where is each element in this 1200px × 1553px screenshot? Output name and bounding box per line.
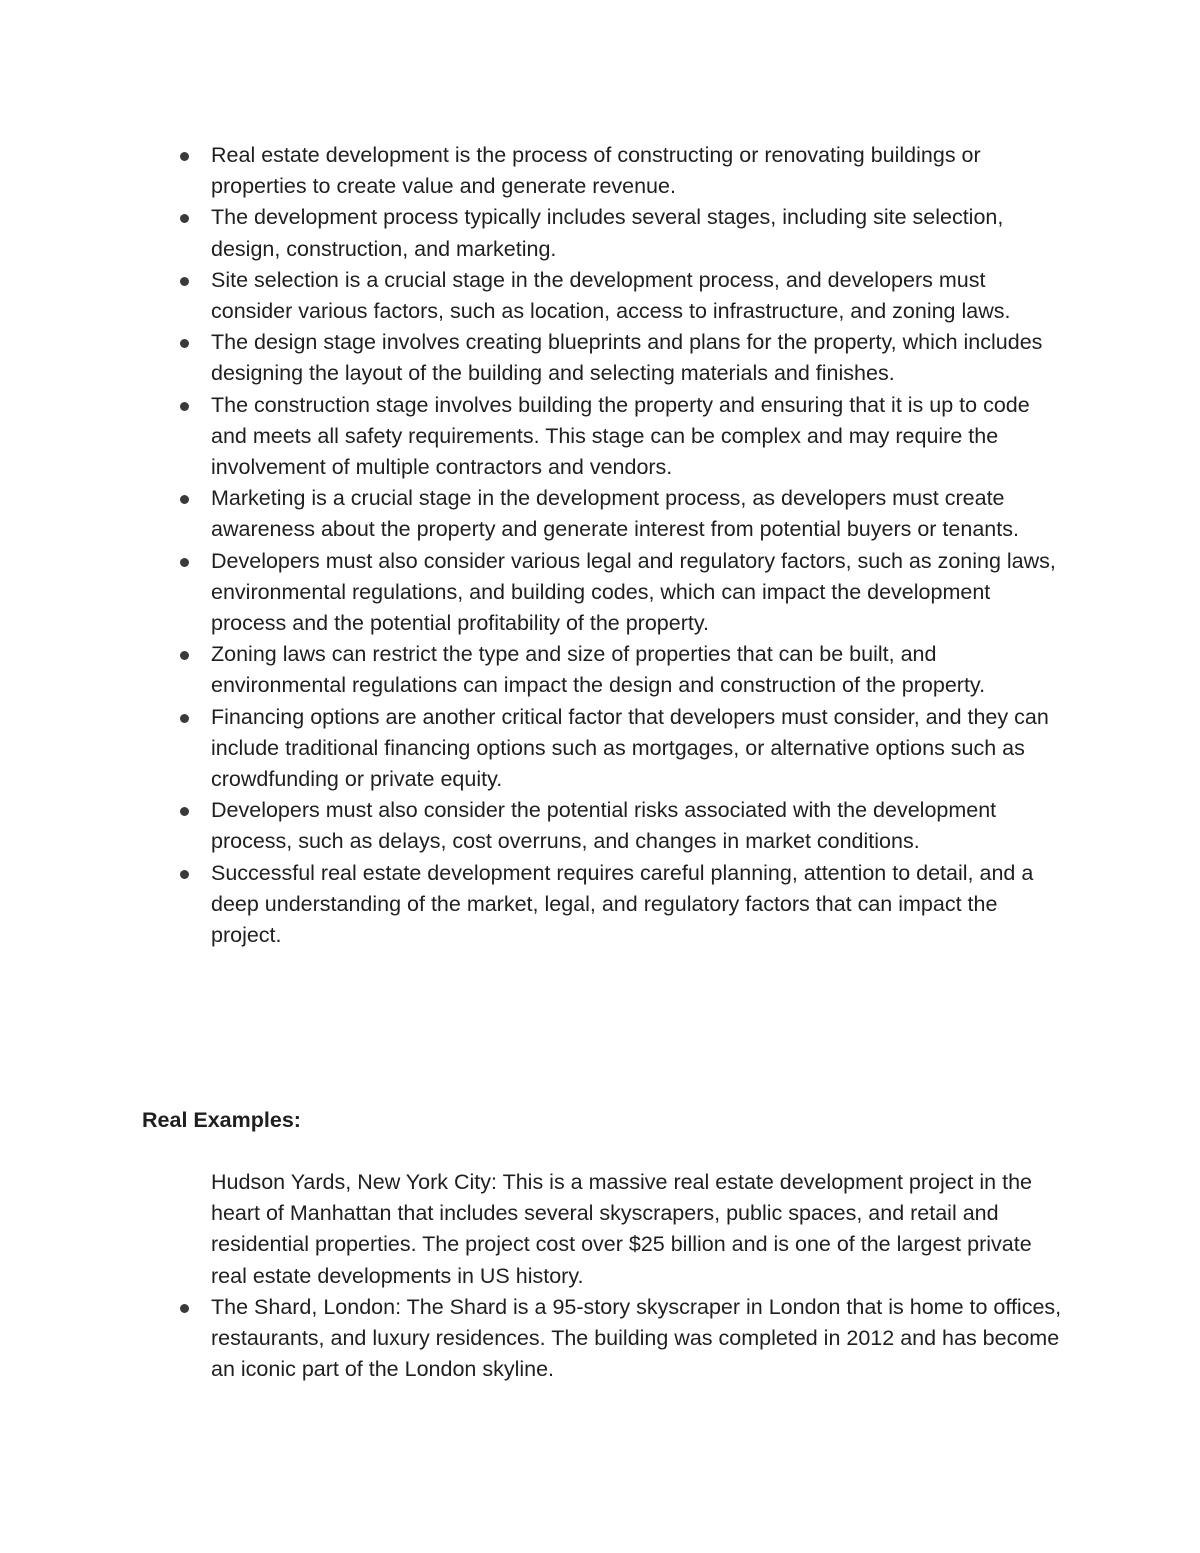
bullet-icon — [180, 807, 189, 816]
list-item — [211, 140, 1071, 202]
bullet-icon — [180, 214, 189, 223]
bullet-icon — [180, 402, 189, 411]
list-item — [211, 546, 1071, 640]
bullet-icon — [180, 651, 189, 660]
list-item-text: The construction stage involves building the property and ensuring that it is up to code and meets all safety requirements. This stage can be complex and may require the involvement of multiple contractors and vendors. — [211, 392, 1030, 480]
list-item — [211, 327, 1071, 389]
bullet-icon — [180, 1304, 189, 1313]
bullet-icon — [180, 495, 189, 504]
bullet-icon — [180, 339, 189, 348]
list-item — [211, 639, 1071, 701]
list-item-text: Site selection is a crucial stage in the development process, and developers must consider various factors, such as location, access to infrastructure, and zoning laws. — [211, 267, 1011, 324]
list-item — [211, 1167, 1071, 1292]
list-item-text: The development process typically includes several stages, including site selection, design, construction, and marketing. — [211, 205, 1004, 261]
list-item — [211, 483, 1071, 545]
list-item-text: The design stage involves creating blueprints and plans for the property, which includes designing the layout of the building and selecting materials and finishes. — [211, 330, 1043, 386]
bullet-icon — [180, 558, 189, 567]
list-item-text: Marketing is a crucial stage in the development process, as developers must create awareness about the property and generate interest from potential buyers or tenants. — [211, 486, 1019, 542]
list-item-text: Real estate development is the process of constructing or renovating buildings or properties to create value and generate revenue. — [211, 143, 981, 199]
list-item-text: Zoning laws can restrict the type and size of properties that can be built, and environmental regulations can impact the design and construction of the property. — [211, 642, 986, 698]
list-item — [211, 390, 1071, 484]
list-item — [211, 702, 1071, 796]
list-item — [211, 858, 1071, 952]
list-item — [211, 265, 1071, 327]
list-item-text: Developers must also consider the potential risks associated with the development process, such as delays, cost overruns, and changes in market conditions. — [211, 798, 997, 854]
list-item — [211, 1292, 1071, 1386]
bullet-icon — [180, 714, 189, 723]
bullet-icon — [180, 152, 189, 161]
list-item-text: Developers must also consider various legal and regulatory factors, such as zoning laws, environmental regulations, and building codes, which can impact the development process and the potential profitability of the property. — [211, 548, 1056, 636]
list-item-text: Hudson Yards, New York City: This is a massive real estate development project in the heart of Manhattan that includes several skyscrapers, public spaces, and retail and residential properties. The project cost over $25 billion and is one of the largest private real estate developments in US history. — [211, 1170, 1032, 1288]
list-item-text: Successful real estate development requires careful planning, attention to detail, and a deep understanding of the market, legal, and regulatory factors that can impact the project. — [211, 860, 1034, 948]
key-points-list — [211, 140, 1071, 951]
bullet-icon — [180, 870, 189, 879]
list-item-text: The Shard, London: The Shard is a 95-story skyscraper in London that is home to offices, restaurants, and luxury residences. The building was completed in 2012 and has become an iconic part of the London skyline. — [211, 1294, 1062, 1382]
list-item — [211, 795, 1071, 857]
section-heading: Real Examples: — [142, 1108, 301, 1132]
list-item-text: Financing options are another critical factor that developers must consider, and they can include traditional financing options such as mortgages, or alternative options such as crowdfunding or private equity. — [211, 704, 1049, 792]
examples-list — [211, 1167, 1071, 1385]
bullet-icon — [180, 277, 189, 286]
list-item — [211, 202, 1071, 264]
